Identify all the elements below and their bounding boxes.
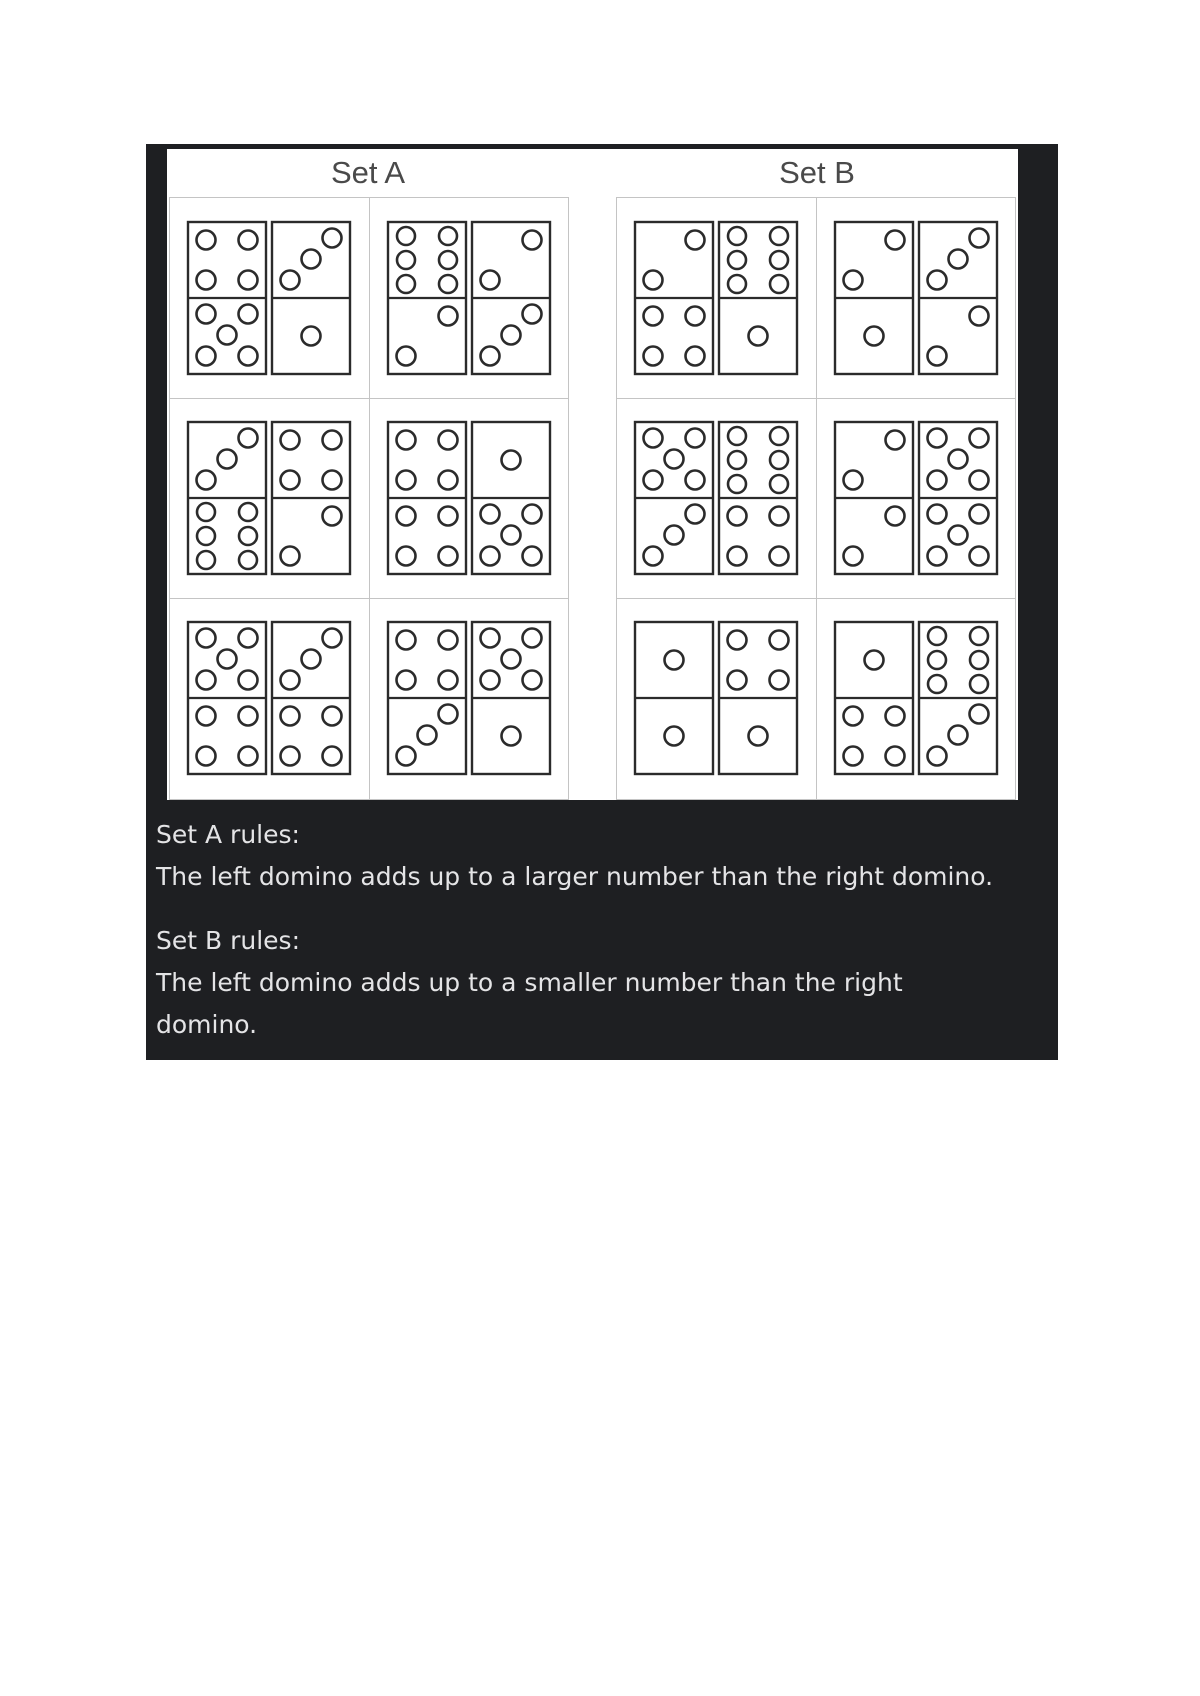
pip — [502, 326, 521, 345]
pip — [886, 707, 905, 726]
pip — [928, 627, 946, 645]
pip — [970, 675, 988, 693]
pip — [323, 471, 342, 490]
pip — [281, 707, 300, 726]
set-a-title: Set A — [330, 155, 406, 190]
set-b-domino-pair — [817, 398, 1017, 598]
left-domino-top-half — [865, 651, 884, 670]
pip — [728, 451, 746, 469]
pip — [665, 526, 684, 545]
pip — [665, 651, 684, 670]
pip — [886, 747, 905, 766]
set-a-domino-pair — [370, 198, 570, 398]
pip — [665, 727, 684, 746]
pip — [728, 427, 746, 445]
pip — [749, 727, 768, 746]
pip — [728, 507, 747, 526]
pip — [728, 475, 746, 493]
pip — [686, 429, 705, 448]
pip — [418, 726, 437, 745]
pip — [323, 629, 342, 648]
pip — [281, 547, 300, 566]
pip — [970, 429, 989, 448]
set-b-domino-pair — [617, 598, 817, 798]
pip — [197, 527, 215, 545]
pip — [644, 307, 663, 326]
pip — [686, 347, 705, 366]
pip — [928, 429, 947, 448]
pip — [502, 451, 521, 470]
pip — [749, 327, 768, 346]
pip — [397, 347, 416, 366]
pip — [397, 507, 416, 526]
pip — [439, 631, 458, 650]
pip — [970, 229, 989, 248]
pip — [728, 547, 747, 566]
pip — [439, 431, 458, 450]
pip — [523, 671, 542, 690]
domino-figure — [167, 149, 1018, 800]
pip — [644, 271, 663, 290]
pip — [197, 503, 215, 521]
pip — [197, 551, 215, 569]
right-domino-bottom-half — [502, 727, 521, 746]
set-b-domino-pair — [617, 398, 817, 598]
left-domino-top-half — [665, 651, 684, 670]
set-a-domino-pair — [170, 598, 370, 798]
pip — [886, 231, 905, 250]
pip — [770, 251, 788, 269]
pip — [481, 671, 500, 690]
pip — [949, 726, 968, 745]
right-domino-bottom-half — [749, 727, 768, 746]
pip — [481, 271, 500, 290]
domino-pair-graphic — [370, 598, 570, 798]
domino-pair-graphic — [617, 398, 817, 598]
set-b-title: Set B — [779, 155, 855, 190]
pip — [239, 747, 258, 766]
pip — [844, 747, 863, 766]
set-a-domino-pair — [170, 198, 370, 398]
pip — [523, 547, 542, 566]
pip — [844, 547, 863, 566]
pip — [218, 650, 237, 669]
pip — [397, 471, 416, 490]
pip — [770, 275, 788, 293]
pip — [302, 327, 321, 346]
pip — [197, 707, 216, 726]
domino-pair-graphic — [370, 398, 570, 598]
pip — [844, 271, 863, 290]
set-b-rules-heading: Set B rules: — [156, 926, 300, 955]
set-a-rules — [156, 814, 1036, 898]
set-b-domino-pair — [817, 198, 1017, 398]
pip — [928, 547, 947, 566]
pip — [928, 675, 946, 693]
pip — [523, 629, 542, 648]
pip — [928, 347, 947, 366]
domino-pair-graphic — [617, 198, 817, 398]
pip — [886, 507, 905, 526]
pip — [949, 526, 968, 545]
set-a-domino-pair — [370, 598, 570, 798]
pip — [686, 471, 705, 490]
pip — [239, 231, 258, 250]
pip — [197, 231, 216, 250]
pip — [686, 231, 705, 250]
left-domino-bottom-half — [865, 327, 884, 346]
right-domino-bottom-half — [749, 327, 768, 346]
domino-pair-graphic — [170, 598, 370, 798]
pip — [481, 347, 500, 366]
pip — [397, 631, 416, 650]
pip — [728, 275, 746, 293]
pip — [644, 347, 663, 366]
pip — [970, 547, 989, 566]
pip — [439, 251, 457, 269]
pip — [323, 707, 342, 726]
pip — [928, 651, 946, 669]
pip — [439, 227, 457, 245]
pip — [197, 305, 216, 324]
set-b-rules-text-line-1: The left domino adds up to a smaller number than the right — [156, 968, 903, 997]
domino-pair-graphic — [170, 398, 370, 598]
pip — [949, 250, 968, 269]
domino-pair-graphic — [617, 598, 817, 798]
left-domino — [635, 622, 713, 774]
pip — [644, 471, 663, 490]
pip — [281, 671, 300, 690]
pip — [439, 507, 458, 526]
domino-pair-graphic — [170, 198, 370, 398]
pip — [439, 275, 457, 293]
set-b-domino-pair — [817, 598, 1017, 798]
pip — [197, 347, 216, 366]
pip — [970, 471, 989, 490]
pip — [844, 707, 863, 726]
pip — [481, 629, 500, 648]
pip — [323, 431, 342, 450]
pip — [239, 347, 258, 366]
pip — [281, 431, 300, 450]
pip — [397, 275, 415, 293]
pip — [481, 505, 500, 524]
pip — [523, 505, 542, 524]
pip — [844, 471, 863, 490]
pip — [523, 231, 542, 250]
domino-pair-graphic — [817, 598, 1017, 798]
pip — [397, 747, 416, 766]
left-domino-bottom-half — [665, 727, 684, 746]
pip — [644, 429, 663, 448]
pip — [770, 451, 788, 469]
right-domino — [719, 222, 797, 374]
pip — [302, 250, 321, 269]
pip — [949, 450, 968, 469]
pip — [323, 229, 342, 248]
pip — [218, 326, 237, 345]
pip — [770, 631, 789, 650]
set-a-rules-heading: Set A rules: — [156, 820, 300, 849]
pip — [928, 747, 947, 766]
pip — [686, 307, 705, 326]
pip — [323, 747, 342, 766]
pip — [397, 251, 415, 269]
pip — [728, 671, 747, 690]
pip — [770, 227, 788, 245]
pip — [281, 747, 300, 766]
pip — [970, 505, 989, 524]
right-domino-bottom-half — [302, 327, 321, 346]
pip — [239, 629, 258, 648]
pip — [886, 431, 905, 450]
pip — [239, 551, 257, 569]
pip — [970, 307, 989, 326]
pip — [728, 251, 746, 269]
pip — [239, 527, 257, 545]
pip — [239, 271, 258, 290]
pip — [770, 475, 788, 493]
pip — [502, 526, 521, 545]
pip — [970, 627, 988, 645]
pip — [686, 505, 705, 524]
set-b-domino-pair — [617, 198, 817, 398]
pip — [239, 429, 258, 448]
pip — [728, 631, 747, 650]
pip — [770, 671, 789, 690]
set-a-rules-text: The left domino adds up to a larger number than the right domino. — [156, 862, 994, 891]
domino-pair-graphic — [370, 198, 570, 398]
pip — [197, 629, 216, 648]
pip — [970, 651, 988, 669]
set-b-rules — [156, 920, 956, 1046]
pip — [928, 471, 947, 490]
pip — [397, 227, 415, 245]
pip — [397, 431, 416, 450]
pip — [397, 547, 416, 566]
pip — [770, 547, 789, 566]
pip — [302, 650, 321, 669]
pip — [239, 671, 258, 690]
pip — [970, 705, 989, 724]
set-b-rules-text-line-2: domino. — [156, 1010, 258, 1039]
pip — [439, 671, 458, 690]
domino-pair-graphic — [817, 398, 1017, 598]
domino-pair-graphic — [817, 198, 1017, 398]
pip — [197, 671, 216, 690]
pip — [728, 227, 746, 245]
pip — [239, 707, 258, 726]
set-a-grid — [169, 197, 569, 800]
pip — [239, 305, 258, 324]
pip — [439, 705, 458, 724]
pip — [928, 505, 947, 524]
set-a-domino-pair — [370, 398, 570, 598]
pip — [865, 651, 884, 670]
pip — [770, 427, 788, 445]
pip — [481, 547, 500, 566]
pip — [281, 271, 300, 290]
pip — [865, 327, 884, 346]
pip — [218, 450, 237, 469]
pip — [239, 503, 257, 521]
set-a-domino-pair — [170, 398, 370, 598]
pip — [323, 507, 342, 526]
pip — [502, 650, 521, 669]
pip — [665, 450, 684, 469]
pip — [770, 507, 789, 526]
pip — [502, 727, 521, 746]
pip — [397, 671, 416, 690]
pip — [928, 271, 947, 290]
pip — [644, 547, 663, 566]
pip — [439, 471, 458, 490]
pip — [281, 471, 300, 490]
pip — [523, 305, 542, 324]
pip — [197, 471, 216, 490]
content-panel — [146, 144, 1058, 1060]
pip — [197, 747, 216, 766]
pip — [197, 271, 216, 290]
pip — [439, 307, 458, 326]
right-domino-top-half — [502, 451, 521, 470]
set-b-grid — [616, 197, 1016, 800]
pip — [439, 547, 458, 566]
